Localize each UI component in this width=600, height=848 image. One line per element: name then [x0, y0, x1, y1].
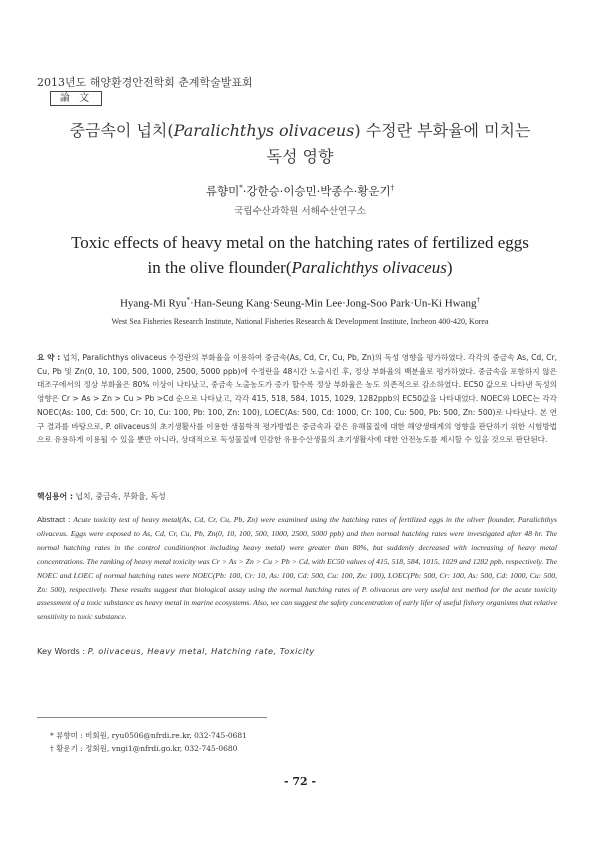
english-keywords-text: P. olivaceus, Heavy metal, Hatching rate, Toxicity — [87, 646, 315, 656]
english-keywords — [37, 646, 315, 656]
korean-keywords-text: 넙치, 중금속, 부화율, 독성 — [75, 492, 166, 501]
korean-author-mark2: † — [390, 184, 395, 193]
korean-abstract-text: 넙치, Paralichthys olivaceus 수정란의 부화율을 이용하여 중금속(As, Cd, Cr, Cu, Pb, Zn)의 독성 영향을 평가하였다. 각각의 중금속 As, Cd, Cr, Cu, Pb 및 Zn(0, 10, 100, 500, 1000, 2500, 5000 ppb)에 수정란을 48시간 노출시킨 후, 정상 부화율의 백분율로 평가하였다. 중금속을 포함하지 않은 대조구에서의 정상 부화율은 80% 이상이 나타났고, 중금속 노출농도가 증가 할수록 정상 부화율은 농도 의존적으로 감소하였다. EC50 값으로 나타낸 독성의 영향은 Cr > As > Zn > Cu > Pb >Cd 순으로 나타났고, 각각 415, 518, 584, 1015, 1029, 1282ppb의 EC50값을 나타내었다. NOEC와 LOEC는 각각 NOEC(As: 100, Cd: 500, Cr: 10, Cu: 100, Pb: 100, Zn: 100), LOEC(As: 500, Cd: 1000, Cr: 100, Cu: 500, Pb: 500, Zn: 500)로 나타났다. 본 연구 결과를 바탕으로, P. olivaceus의 초기생활사를 이용한 생물학적 평가방법은 중금속과 같은 유해물질에 대한 해양생태계의 영향을 판단하기 위한 시험방법으로 유용하게 이용될 수 있을 뿐만 아니라, 상대적으로 독성물질에 민감한 유용수산생물의 초기생활사에 대한 안전농도를 제시할 수 있을 것으로 판단된다. — [37, 353, 557, 445]
korean-title-line2: 독성 영향 — [266, 147, 334, 166]
korean-abstract-label: 요 약 : — [37, 353, 61, 362]
english-title-line1: Toxic effects of heavy metal on the hatching rates of fertilized eggs — [71, 233, 529, 252]
korean-keywords-label: 핵심용어 : — [37, 492, 73, 501]
english-author-rest: ·Han-Seung Kang·Seung-Min Lee·Jong-Soo Park·Un-Ki Hwang — [189, 297, 477, 310]
english-title-post: ) — [446, 258, 453, 277]
english-author-mark2: † — [476, 296, 481, 304]
korean-affiliation: 국립수산과학원 서해수산연구소 — [234, 206, 366, 217]
korean-author-mark1: * — [239, 184, 243, 193]
english-title-line2 — [0, 258, 600, 278]
footnote-divider — [37, 717, 267, 718]
korean-author-first: 류향미 — [205, 184, 240, 198]
korean-author-rest: ·강한승·이승민·박종수·황운기 — [242, 184, 391, 198]
korean-keywords — [37, 491, 166, 502]
english-abstract-text: Acute toxicity test of heavy metal(As, Cd, Cr, Cu, Pb, Zn) were examined using the hatching rates of fertilized eggs in the oliver flounder, Paralichthys olivaceus. Eggs were exposed to As, Cd, Cr, Cu, Pb, Zn(0, 10, 100, 500, 1000, 2500, 5000 ppb) and then normal hatching rates were investigated after 48 hr. The normal hatching rates in the control condition(not including heavy metal) were greater than 80%, but suddenly decreased with increasing of heavy metal concentrations. The ranking of heavy metal toxicity was Cr > As > Zn > Cu > Pb > Cd, with EC50 values of 415, 518, 584, 1015, 1029 and 1282 ppb, respectively. The NOEC and LOEC of normal hatching rates were NOEC(Pb: 100, Cr: 10, As: 100, Cd: 500, Cu: 100, Zn: 100), LOEC(Pb: 500, Cr: 100, As: 500, Cd: 1000, Cu: 500, Zn: 500), respectively. These results suggest that biological assay using the normal hatching rates of P. olivaceus are very useful test method for the acute toxicity assessment of a toxic substance as heavy metal in marine ecosystems. Also, we can suggest the safety concentration of early lifer of useful fishery organisms that relative sensitivity to toxic substance. — [37, 515, 557, 622]
korean-abstract — [37, 351, 557, 447]
korean-authors — [0, 183, 600, 199]
paper-type-tag: 論 文 — [50, 91, 102, 106]
english-author-mark1: * — [186, 296, 190, 304]
footnote-author2: † 황운기 : 정회원, vngi1@nfrdi.go.kr, 032-745-0680 — [50, 744, 238, 753]
english-keywords-label: Key Words : — [37, 646, 86, 656]
english-abstract — [37, 513, 557, 624]
page-number: - 72 - — [283, 775, 317, 788]
korean-title-pre: 중금속이 넙치( — [69, 121, 174, 140]
english-authors — [0, 296, 600, 310]
english-title-species: Paralichthys olivaceus — [291, 258, 447, 277]
korean-title-line1 — [0, 118, 600, 141]
footnote-author1: * 류향미 : 비회원, ryu0506@nfrdi.re.kr, 032-745-0681 — [50, 731, 247, 740]
conference-name: 2013년도 해양환경안전학회 춘계학술발표회 — [37, 76, 253, 89]
english-author-first: Hyang-Mi Ryu — [119, 297, 187, 310]
english-abstract-label: Abstract : — [37, 515, 71, 524]
english-affiliation: West Sea Fisheries Research Institute, National Fisheries Research & Development Institute, Incheon 400-420, Korea — [111, 317, 489, 326]
english-title-pre: in the olive flounder( — [147, 258, 292, 277]
korean-title-species: Paralichthys olivaceus — [173, 121, 355, 140]
korean-title-post: ) 수정란 부화율에 미치는 — [354, 121, 531, 140]
